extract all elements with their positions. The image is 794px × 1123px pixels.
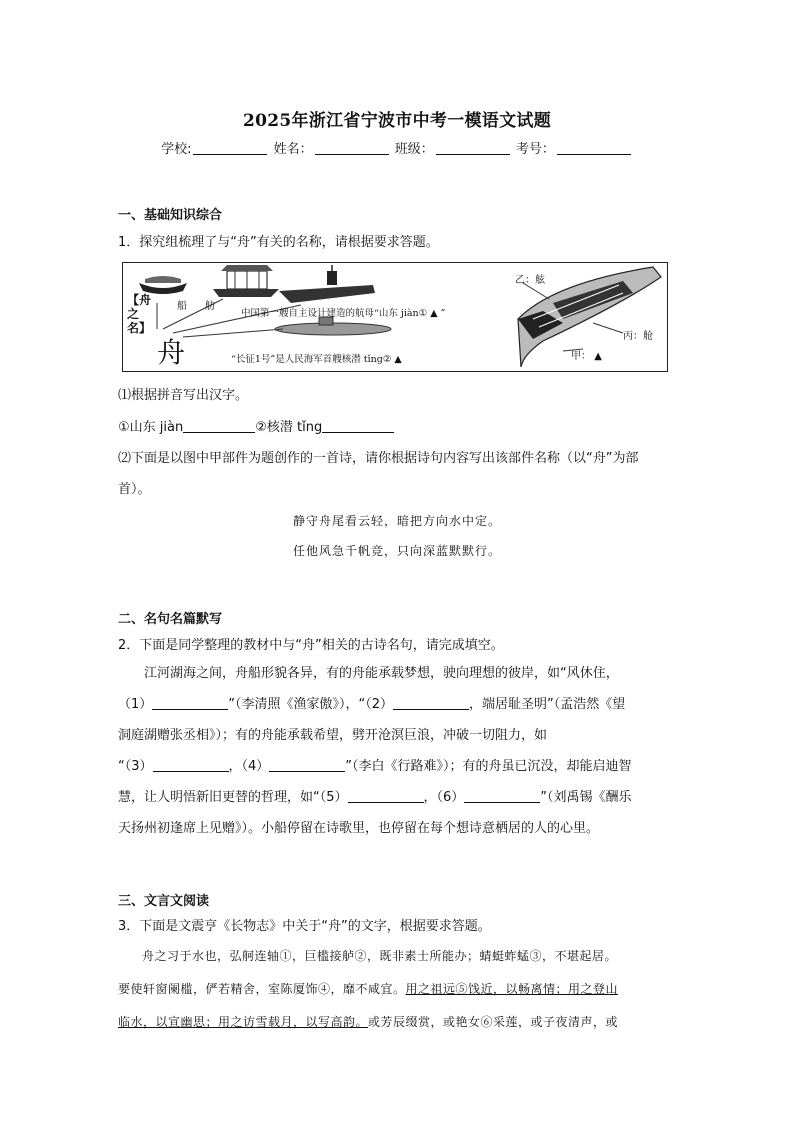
passage-line-2: （1） ”（李清照《渔家傲》），“（2） ，端居耻圣明”（孟浩然《望 (118, 697, 626, 712)
section2-heading: 二、名句名篇默写 (118, 612, 223, 627)
answer-blank-jian[interactable] (183, 419, 255, 433)
sub-question-1: ⑴根据拼音写出汉字。 (118, 388, 249, 403)
underlined-sentence-1: 用之祖远⑤饯近，以畅离情；用之登山 (405, 982, 619, 996)
figure-label-jia: 甲： ▲ (571, 351, 602, 362)
student-info-row (0, 138, 794, 157)
class-field[interactable] (436, 142, 510, 155)
passage-line-3: 洞庭湖赠张丞相》）；有的舟能承载希望，劈开沧溟巨浪，冲破一切阻力，如 (118, 728, 548, 743)
answer-blank-1[interactable] (152, 696, 228, 710)
classical-text (118, 940, 678, 1039)
classical-line-2: 要使轩窗阑槛，俨若精舍，室陈厦饰④，靡不咸宜。用之祖远⑤饯近，以畅离情；用之登山 (118, 982, 619, 996)
class-label: 班级： (394, 142, 434, 157)
passage-line-1: 江河湖海之间，舟船形貌各异，有的舟能承载梦想，驶向理想的彼岸，如“风休住， (144, 666, 619, 681)
page-title: 2025年浙江省宁波市中考一模语文试题 (242, 111, 551, 131)
question3-text: 3．下面是文震亨《长物志》中关于“舟”的文字，根据要求答题。 (118, 919, 491, 934)
figure-label-bing: 丙：舱 (623, 331, 653, 342)
answer-blank-2[interactable] (393, 696, 469, 710)
question1-text: 1．探究组梳理了与“舟”有关的名称，请根据要求答题。 (118, 235, 439, 250)
figure-label-chuan: 船 (177, 301, 187, 312)
answer-blank-ting[interactable] (322, 419, 394, 433)
section1-heading: 一、基础知识综合 (118, 208, 223, 223)
exam-number-label: 考号： (515, 142, 555, 157)
boat-names-figure (122, 262, 668, 372)
answer-blank-4[interactable] (269, 758, 345, 772)
classical-line-1: 舟之习于水也，弘舸连轴①，巨槛接舻②，既非素士所能办；蜻蜓蚱蜢③，不堪起居。 (142, 949, 618, 963)
figure-label-fang: 舫 (205, 301, 215, 312)
figure-submarine-caption: “长征1号”是人民海军首艘核潜 tǐng② ▲ (231, 354, 402, 365)
school-label: 学校: (161, 142, 192, 157)
passage-line-4: “（3） ，（4） ”（李白《行路难》）；有的舟虽已沉没，却能启迪智 (118, 759, 632, 774)
question2-passage (118, 658, 678, 844)
answer-blank-5[interactable] (348, 789, 424, 803)
exam-number-field[interactable] (557, 142, 631, 155)
classical-line-3: 临水，以宣幽思；用之访雪载月，以写高韵。或芳辰缀赏，或艳女⑥采莲，或子夜清声，或 (118, 1015, 619, 1029)
school-field[interactable] (193, 142, 267, 155)
passage-line-5: 慧，让人明悟新旧更替的哲理，如“（5） ，（6） ”（刘禹锡《酬乐 (118, 790, 632, 805)
question2-text: 2．下面是同学整理的教材中与“舟”相关的古诗名句，请完成填空。 (118, 638, 504, 653)
figure-carrier-caption: 中国第一艘自主设计建造的航母“山东 jiàn① ▲ ” (241, 308, 446, 319)
poem-line-2: 任他风急千帆竞，只向深蓝默默行。 (292, 544, 501, 558)
figure-zhou-char: 舟 (157, 336, 186, 369)
name-field[interactable] (315, 142, 389, 155)
figure-label-yi: 乙：舷 (515, 275, 545, 286)
sub-question-2-line1: ⑵下面是以图中甲部件为题创作的一首诗，请你根据诗句内容写出该部件名称（以“舟”为部 (118, 451, 639, 466)
answer-blank-6[interactable] (464, 789, 540, 803)
name-label: 姓名： (273, 142, 313, 157)
passage-line-6: 天扬州初逢席上见赠》）。小船停留在诗歌里，也停留在每个想诗意栖居的人的心里。 (118, 821, 600, 836)
poem-line-1: 静守舟尾看云轻，暗把方向水中定。 (292, 514, 501, 528)
sub-question-2-line2: 首）。 (118, 482, 151, 497)
figure-side-label: 【舟之名】 (127, 293, 152, 335)
section3-heading: 三、文言文阅读 (118, 894, 210, 909)
sub-question-1-blanks: ①山东 jiàn ②核潜 tǐng (118, 416, 394, 435)
answer-blank-3[interactable] (153, 758, 229, 772)
underlined-sentence-2: 临水，以宣幽思；用之访雪载月，以写高韵。 (118, 1015, 369, 1029)
